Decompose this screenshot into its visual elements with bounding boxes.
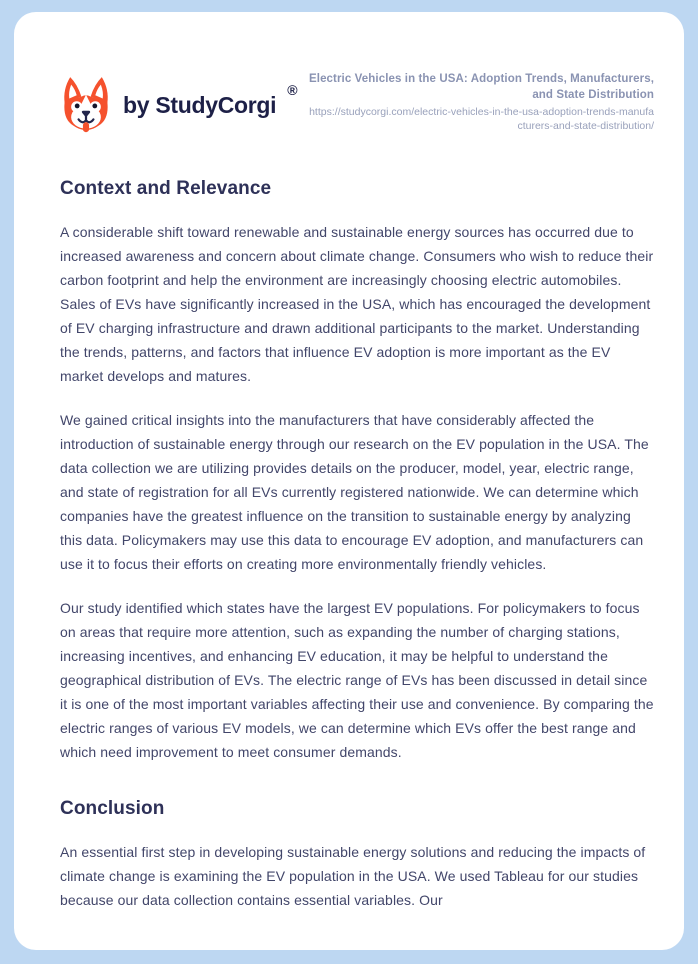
document-meta — [306, 66, 654, 133]
studycorgi-logo — [60, 76, 298, 134]
document-title: Electric Vehicles in the USA: Adoption Trends, Manufacturers, and State Distribution — [309, 73, 654, 101]
document-header — [60, 66, 654, 134]
corgi-logo-icon — [60, 76, 112, 134]
paragraph: A considerable shift toward renewable and sustainable energy sources has occurred due to increased awareness and concern about climate change. Consumers who wish to reduce their carbon footprint and help the environment are increasingly choosing electric automobiles. Sales of EVs have significantly increased in the USA, which has encouraged the development of EV charging infrastructure and drawn additional participants to the market. Understanding the trends, patterns, and factors that influence EV adoption is more important as the EV market develops and matures. — [60, 224, 654, 384]
section-context-and-relevance — [60, 178, 654, 764]
section-heading-context: Context and Relevance — [60, 178, 272, 199]
paragraph: Our study identified which states have the largest EV populations. For policymakers to focus on areas that require more attention, such as expanding the number of charging stations, increasing incentives, and enhancing EV education, it may be helpful to understand the geographical distribution of EVs. The electric range of EVs has been discussed in detail since it is one of the most important variables affecting their use and convenience. By comparing the electric ranges of various EV models, we can determine which EVs offer the best range and which need improvement to meet consumer demands. — [60, 600, 654, 760]
section-heading-conclusion: Conclusion — [60, 798, 165, 819]
paragraph: An essential first step in developing sustainable energy solutions and reducing the impacts of climate change is examining the EV population in the USA. We used Tableau for our studies because our data collection contains essential variables. Our — [60, 844, 646, 908]
registered-trademark-icon: ® — [287, 82, 298, 98]
document-url: https://studycorgi.com/electric-vehicles-in-the-usa-adoption-trends-manufacturers-and-state-distribution/ — [309, 106, 654, 132]
paragraph: We gained critical insights into the manufacturers that have considerably affected the introduction of sustainable energy through our research on the EV population in the USA. The data collection we are utilizing provides details on the producer, model, year, electric range, and state of registration for all EVs currently registered nationwide. We can determine which companies have the greatest influence on the transition to sustainable energy by analyzing this data. Policymakers may use this data to encourage EV adoption, and manufacturers can use it to focus their efforts on creating more environmentally friendly vehicles. — [60, 412, 649, 572]
article-body — [60, 178, 654, 912]
section-conclusion — [60, 798, 654, 912]
brand-name: by StudyCorgi — [123, 91, 277, 118]
document-card — [14, 12, 684, 950]
